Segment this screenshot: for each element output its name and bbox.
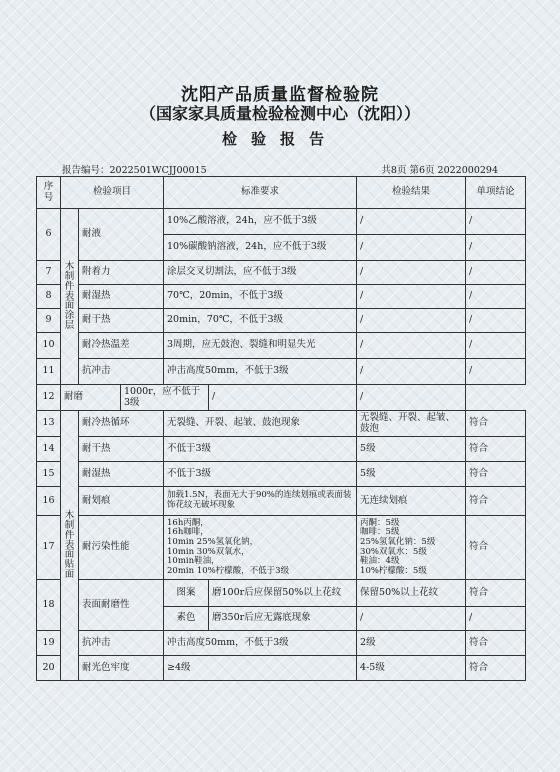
standard-line: 20min 10%柠檬酸，不低于3级 — [167, 565, 290, 576]
header-result: 检验结果 — [357, 177, 466, 209]
row-item: 耐干热 — [79, 309, 164, 333]
row-seq: 7 — [37, 261, 61, 285]
row-item: 耐干热 — [79, 437, 164, 462]
row-item: 耐冷热温差 — [79, 333, 164, 359]
center-subtitle: （国家家具质量检验检测中心（沈阳）） — [139, 104, 420, 123]
row-item: 抗冲击 — [79, 359, 164, 385]
row-result: 2级 — [357, 631, 466, 656]
result-line: 咖啡：5级 — [360, 527, 400, 538]
row-standard — [164, 516, 357, 580]
row-result: 5级 — [357, 437, 466, 462]
row-seq: 9 — [37, 309, 61, 333]
row-item: 耐冷热循环 — [79, 411, 164, 437]
table-row — [37, 261, 526, 285]
row-standard: 10%乙酸溶液，24h，应不低于3级 — [164, 209, 357, 235]
table-row — [37, 309, 526, 333]
page-info: 共8页 第6页 2022000294 — [381, 165, 498, 176]
row-seq: 8 — [37, 285, 61, 309]
row-standard: 3周期，应无鼓泡、裂缝和明显失光 — [164, 333, 357, 359]
standard-line: 10min鞋油， — [167, 556, 220, 567]
row-result: 无连续划痕 — [357, 487, 466, 516]
row-result: / — [357, 333, 466, 359]
row-item: 耐湿热 — [79, 285, 164, 309]
table-row — [37, 411, 526, 437]
row-seq: 20 — [37, 656, 61, 681]
row-conclusion: 符合 — [466, 516, 526, 580]
row-conclusion: / — [466, 607, 526, 631]
row-item: 耐污染性能 — [79, 516, 164, 580]
header-conclusion: 单项结论 — [466, 177, 526, 209]
row-item: 耐划痕 — [79, 487, 164, 516]
row-result: 保留50%以上花纹 — [357, 580, 466, 607]
standard-line: 10min 25%氢氧化钠， — [167, 536, 259, 547]
table-row — [37, 437, 526, 462]
inspection-table — [36, 176, 526, 681]
row-conclusion: / — [466, 235, 526, 261]
row-standard: 冲击高度50mm，不低于3级 — [164, 631, 357, 656]
header-item: 检验项目 — [61, 177, 164, 209]
row-standard: 10%碳酸钠溶液，24h，应不低于3级 — [164, 235, 357, 261]
result-line: 30%双氧水：5级 — [360, 546, 427, 557]
row-conclusion: 符合 — [466, 656, 526, 681]
row-result: / — [357, 359, 466, 385]
row-result: / — [357, 261, 466, 285]
row-item: 耐磨 — [61, 385, 121, 411]
table-row — [37, 631, 526, 656]
sub-label: 图案 — [164, 580, 209, 607]
group-label-coating: 木制件表面涂层 — [61, 209, 79, 385]
row-item: 附着力 — [79, 261, 164, 285]
row-result: 4-5级 — [357, 656, 466, 681]
row-conclusion: / — [466, 333, 526, 359]
row-item: 耐光色牢度 — [79, 656, 164, 681]
result-line: 25%氢氧化钠：5级 — [360, 536, 436, 547]
row-standard: 不低于3级 — [164, 437, 357, 462]
row-result: / — [357, 309, 466, 333]
row-result — [357, 516, 466, 580]
header-seq: 序号 — [37, 177, 61, 209]
standard-line: 10min 30%双氧水， — [167, 546, 250, 557]
row-conclusion: 符合 — [466, 487, 526, 516]
row-result: / — [357, 209, 466, 235]
row-standard: 加载1.5N，表面无大于90%的连续划痕或表面装饰花纹无破坏现象 — [164, 487, 357, 516]
row-seq: 12 — [37, 385, 61, 411]
row-standard: 冲击高度50mm，不低于3级 — [164, 359, 357, 385]
table-row — [37, 285, 526, 309]
report-title: 检验报告 — [221, 130, 338, 148]
table-row — [37, 516, 526, 580]
header-standard: 标准要求 — [164, 177, 357, 209]
row-item: 耐湿热 — [79, 462, 164, 487]
row-result: 无裂缝、开裂、起皱、鼓泡 — [357, 411, 466, 437]
standard-line: 16h咖啡， — [167, 527, 209, 538]
row-seq: 19 — [37, 631, 61, 656]
result-line: 10%柠檬酸：5级 — [360, 565, 427, 576]
row-item: 表面耐磨性 — [79, 580, 164, 631]
result-line: 鞋油：4级 — [360, 556, 400, 567]
row-conclusion: 符合 — [466, 411, 526, 437]
row-result: / — [357, 285, 466, 309]
row-conclusion: 符合 — [466, 462, 526, 487]
row-seq: 10 — [37, 333, 61, 359]
table-row — [37, 656, 526, 681]
row-standard: ≥4级 — [164, 656, 357, 681]
group-label-veneer: 木制件表面贴面 — [61, 411, 79, 681]
table-header-row — [37, 177, 526, 209]
table-row — [37, 209, 526, 235]
table-row — [37, 580, 526, 607]
row-result: / — [209, 385, 357, 411]
row-conclusion: 符合 — [466, 437, 526, 462]
row-seq: 11 — [37, 359, 61, 385]
row-standard: 磨100r后应保留50%以上花纹 — [209, 580, 357, 607]
row-standard: 涂层交叉切割法，应不低于3级 — [164, 261, 357, 285]
table-row — [37, 462, 526, 487]
row-seq: 14 — [37, 437, 61, 462]
row-standard: 无裂缝、开裂、起皱、鼓泡现象 — [164, 411, 357, 437]
row-conclusion: 符合 — [466, 631, 526, 656]
row-standard: 70℃，20min，不低于3级 — [164, 285, 357, 309]
row-seq: 16 — [37, 487, 61, 516]
row-conclusion: / — [466, 359, 526, 385]
row-conclusion: / — [466, 209, 526, 235]
row-result: 5级 — [357, 462, 466, 487]
table-row — [37, 487, 526, 516]
standard-line: 16h丙酮， — [167, 517, 209, 528]
row-standard: 20min，70℃，不低于3级 — [164, 309, 357, 333]
row-seq: 18 — [37, 580, 61, 631]
result-line: 丙酮：5级 — [360, 517, 400, 528]
table-row — [37, 359, 526, 385]
row-result: / — [357, 235, 466, 261]
row-seq: 17 — [37, 516, 61, 580]
institute-title: 沈阳产品质量监督检验院 — [181, 85, 379, 105]
table-row — [37, 385, 526, 411]
row-item: 耐液 — [79, 209, 164, 261]
row-standard: 1000r，应不低于3级 — [121, 385, 209, 411]
row-seq: 13 — [37, 411, 61, 437]
row-conclusion: / — [466, 261, 526, 285]
row-conclusion: 符合 — [466, 580, 526, 607]
table-row — [37, 333, 526, 359]
row-seq: 15 — [37, 462, 61, 487]
report-number: 报告编号：2022501WCJJ00015 — [62, 165, 207, 176]
row-item: 抗冲击 — [79, 631, 164, 656]
sub-label: 素色 — [164, 607, 209, 631]
row-conclusion: / — [357, 385, 466, 411]
row-standard: 不低于3级 — [164, 462, 357, 487]
row-result: / — [357, 607, 466, 631]
row-conclusion: / — [466, 285, 526, 309]
row-conclusion: / — [466, 309, 526, 333]
row-seq: 6 — [37, 209, 61, 261]
row-standard: 磨350r后应无露底现象 — [209, 607, 357, 631]
